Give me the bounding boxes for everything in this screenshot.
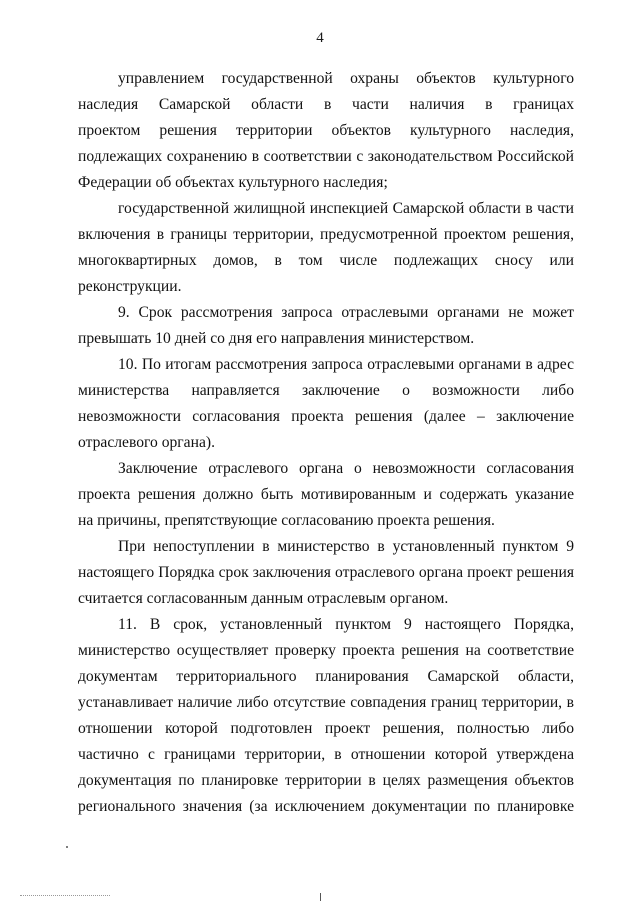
text-line: частично с границами территории, в отношении которой утверждена [78,746,574,763]
text-line: 11. В срок, установленный пунктом 9 настоящего Порядка, [118,616,574,633]
scan-speck [66,846,68,848]
text-line: проекта решения должно быть мотивированным и содержать указание [78,486,574,503]
text-line: многоквартирных домов, в том числе подлежащих сносу или [78,252,574,269]
text-line: документация по планировке территории в целях размещения объектов [78,772,574,789]
text-line: проектом решения территории объектов культурного наследия, [78,122,574,139]
scan-edge-mark [20,895,110,897]
text-line: 10. По итогам рассмотрения запроса отраслевыми органами в адрес [118,356,574,373]
text-line: превышать 10 дней со дня его направления министерством. [78,330,475,347]
text-line: включения в границы территории, предусмотренной проектом решения, [78,226,574,243]
text-line: невозможности согласования проекта решения (далее – заключение [78,408,574,425]
text-line: министерства направляется заключение о возможности либо [78,382,574,399]
page-number: 4 [316,30,324,46]
scan-speck [320,893,321,901]
paragraph [78,300,574,352]
text-line: регионального значения (за исключением документации по планировке [78,798,574,815]
text-line: министерство осуществляет проверку проекта решения на соответствие [78,642,574,659]
text-line: реконструкции. [78,278,182,295]
text-line: Заключение отраслевого органа о невозможности согласования [118,460,574,477]
paragraph [78,534,574,612]
paragraph [78,66,574,196]
text-line: наследия Самарской области в части наличия в границах [78,96,574,113]
paragraph [78,352,574,456]
paragraph [78,612,574,820]
paragraph [78,196,574,300]
text-line: на причины, препятствующие согласованию проекта решения. [78,512,495,529]
text-line: Федерации об объектах культурного наследия; [78,174,388,191]
text-line: При непоступлении в министерство в установленный пунктом 9 [118,538,574,555]
document-body [78,66,574,820]
paragraph [78,456,574,534]
text-line: считается согласованным данным отраслевым органом. [78,590,449,607]
text-line: государственной жилищной инспекцией Самарской области в части [118,200,574,217]
text-line: документам территориального планирования Самарской области, [78,668,574,685]
text-line: управлением государственной охраны объектов культурного [118,70,574,87]
text-line: отраслевого органа). [78,434,215,451]
text-line: устанавливает наличие либо отсутствие совпадения границ территории, в [78,694,574,711]
text-line: настоящего Порядка срок заключения отраслевого органа проект решения [78,564,574,581]
text-line: 9. Срок рассмотрения запроса отраслевыми органами не может [118,304,574,321]
text-line: подлежащих сохранению в соответствии с законодательством Российской [78,148,574,165]
text-line: отношении которой подготовлен проект решения, полностью либо [78,720,574,737]
